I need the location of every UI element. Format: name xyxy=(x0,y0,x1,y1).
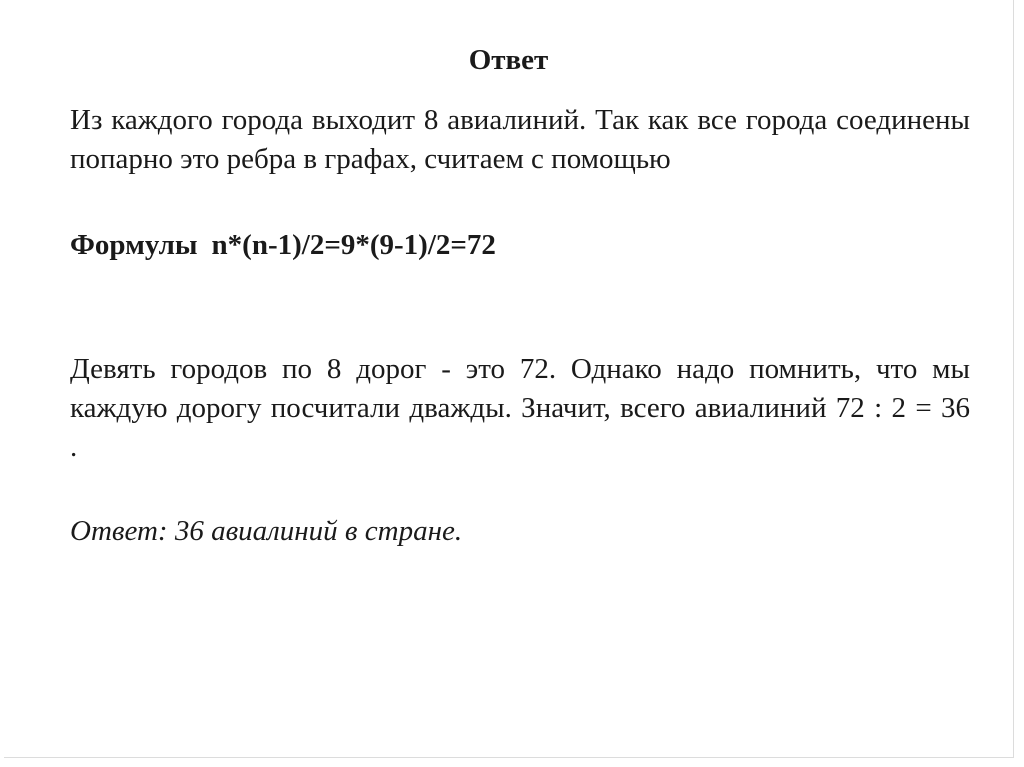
slide xyxy=(4,0,1014,758)
intro-paragraph: Из каждого города выходит 8 авиалиний. Так как все города соединены попарно это ребра в графах, считаем с помощью xyxy=(70,104,970,175)
formula-expression: n*(n-1)/2=9*(9-1)/2=72 xyxy=(211,229,496,261)
answer-text: Ответ: 36 авиалиний в стране. xyxy=(70,515,463,547)
formula-label: Формулы xyxy=(70,229,198,261)
formula-line xyxy=(70,226,970,265)
slide-title: Ответ xyxy=(468,44,549,76)
explanation-paragraph: Девять городов по 8 дорог - это 72. Однако надо помнить, что мы каждую дорогу посчитали дважды. Значит, всего авиалиний 72 : 2 = 36 . xyxy=(70,353,970,463)
